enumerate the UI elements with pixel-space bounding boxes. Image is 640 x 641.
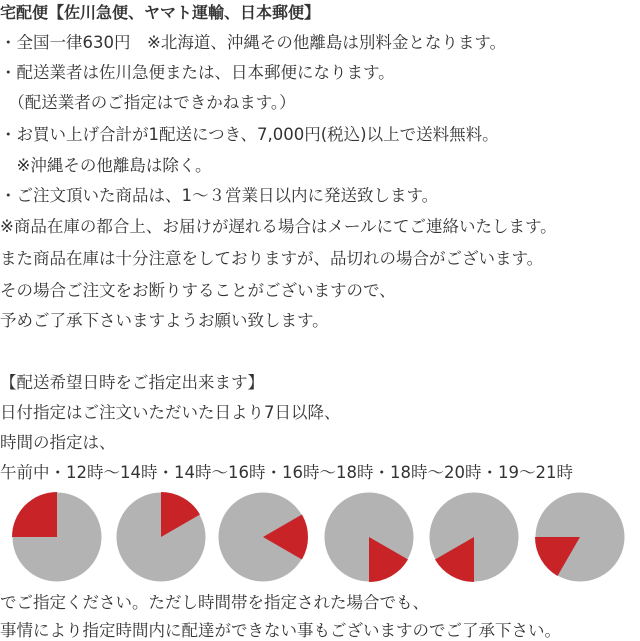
delivery-date-note: 日付指定はご注文いただいた日より7日以降、 [0,403,341,422]
time-slot-wedge [12,492,57,537]
clock-icon [429,492,519,582]
shipping-heading: 宅配便【佐川急便、ヤマト運輸、日本郵便】 [0,3,321,22]
clock-icon [535,492,625,582]
info-line-refusal: その場合ご注文をお断りすることがございますので、 [0,281,396,300]
clock-icon [324,492,414,582]
clock-icon [12,492,102,582]
time-slot-clocks [0,488,640,588]
info-line-dispatch: ・ご注文頂いた商品は、1～３営業日以内に発送致します。 [0,186,439,205]
info-line-islands-excluded: ※沖縄その他離島は除く。 [0,156,212,175]
info-line-stock-delay: ※商品在庫の都合上、お届けが遅れる場合はメールにてご連絡いたします。 [0,217,557,236]
info-line-stock-out: また商品在庫は十分注意をしておりますが、品切れの場合がございます。 [0,249,544,268]
clock-icon [218,492,308,582]
clock-icon [116,492,206,582]
info-line-thanks: 予めご了承下さいますようお願い致します。 [0,311,329,330]
delivery-time-heading: 【配送希望日時をご指定出来ます】 [0,373,264,392]
info-line-flat-rate: ・全国一律630円 ※北海道、沖縄その他離島は別料金となります。 [0,33,506,52]
info-line-carrier-note: （配送業者のご指定はできかねます。） [0,93,296,112]
delivery-time-intro: 時間の指定は、 [0,433,116,452]
footer-line-apology: 事情により指定時間内に配達ができない事もございますのでご了承下さい。 [0,621,561,640]
info-line-free-shipping: ・お買い上げ合計が1配送につき、7,000円(税込)以上で送料無料。 [0,125,499,144]
delivery-time-slots: 午前中・12時～14時・14時～16時・16時～18時・18時～20時・19～21時 [0,463,573,482]
info-line-carriers: ・配送業者は佐川急便または、日本郵便になります。 [0,63,395,82]
footer-line-specify: でご指定ください。ただし時間帯を指定された場合でも、 [0,593,429,612]
